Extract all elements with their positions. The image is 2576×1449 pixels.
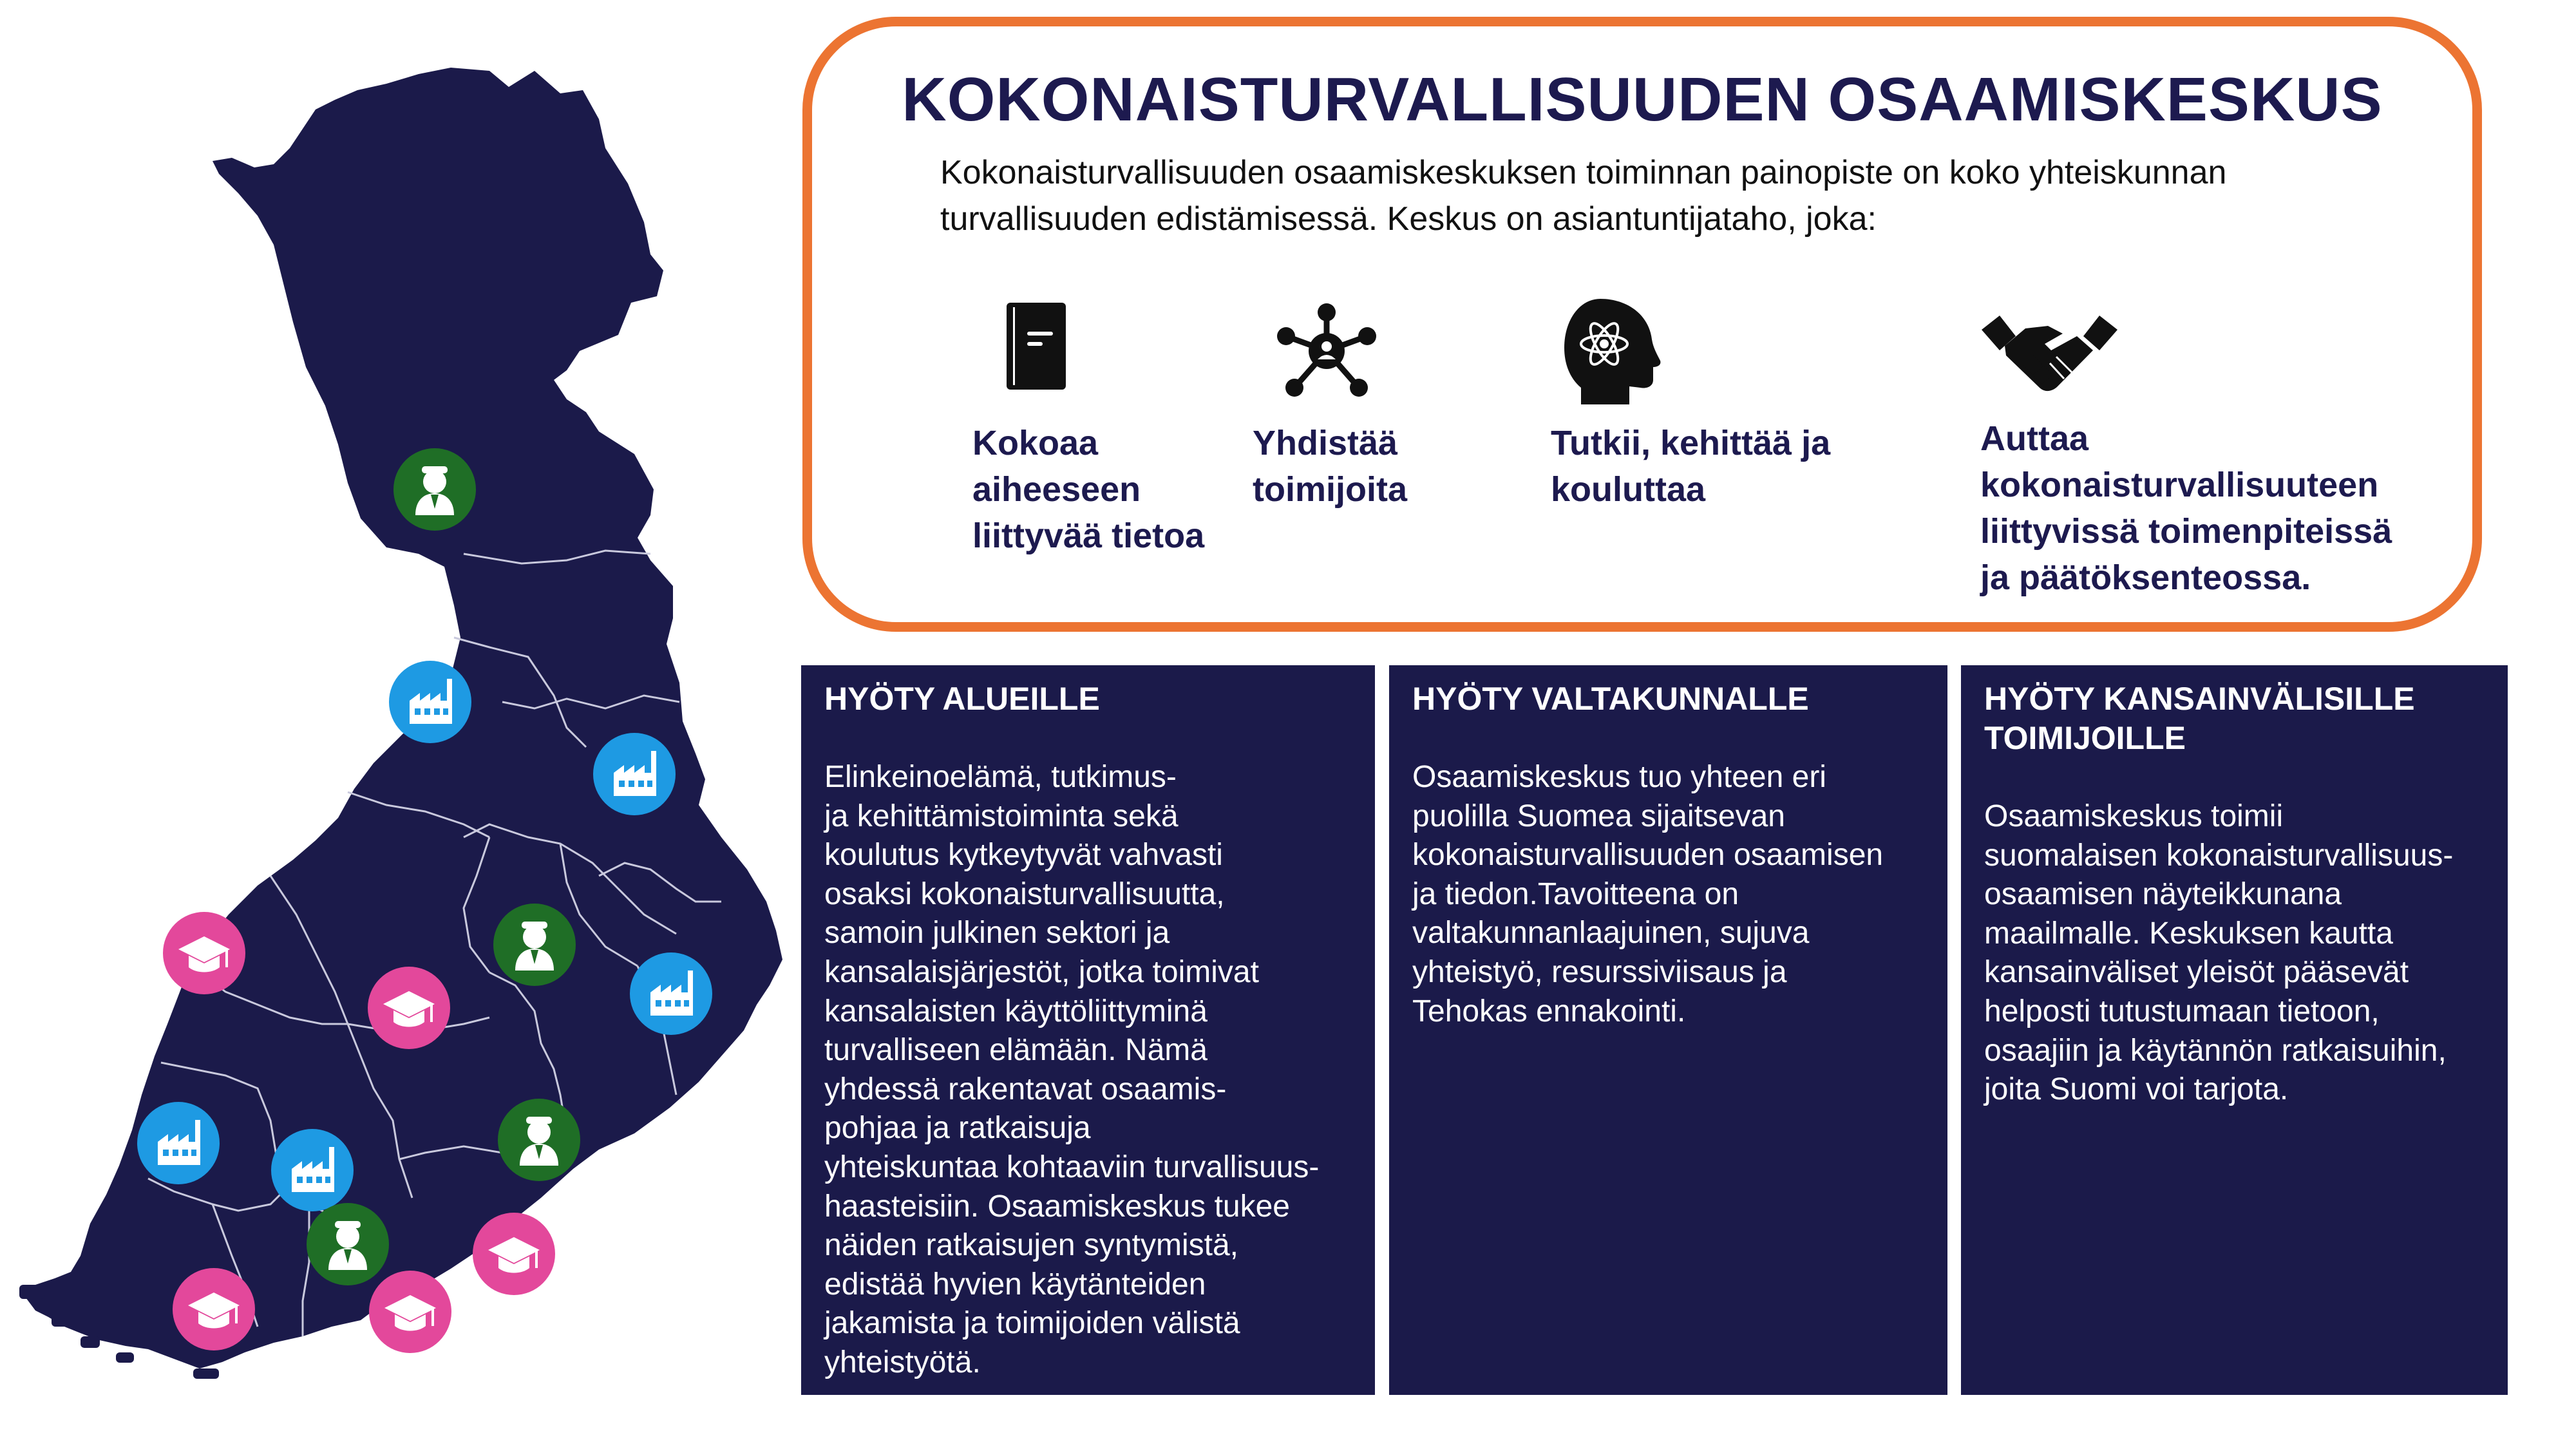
feature-label-line: Yhdistää: [1253, 424, 1398, 462]
feature-label-collects: [972, 420, 1204, 559]
panel-body-line: kansalaisjärjestöt, jotka toimivat: [824, 954, 1259, 989]
feature-label-connects: [1253, 420, 1407, 513]
panel-body-line: yhteiskuntaa kohtaaviin turvallisuus-: [824, 1150, 1320, 1184]
feature-label-line: Auttaa: [1980, 419, 2089, 458]
page-title: KOKONAISTURVALLISUUDEN OSAAMISKESKUS: [902, 65, 2383, 134]
feature-label-line: liittyvää tietoa: [972, 516, 1205, 555]
panel-body-line: edistää hyvien käytänteiden: [824, 1267, 1206, 1302]
panel-body-line: yhteistyötä.: [824, 1345, 981, 1379]
feature-label-line: Kokoaa: [972, 424, 1099, 462]
industry-marker: [389, 661, 471, 743]
education-marker: [473, 1213, 555, 1295]
panel-title-line: HYÖTY VALTAKUNNALLE: [1412, 681, 1809, 717]
education-marker: [368, 967, 450, 1049]
feature-label-line: kokonaisturvallisuuteen: [1980, 466, 2379, 504]
person-marker: [493, 904, 576, 986]
benefit-panel-international: [1961, 665, 2508, 1395]
panel-title-line: HYÖTY KANSAINVÄLISILLE: [1984, 681, 2415, 717]
panel-title: [824, 679, 1352, 719]
book-icon: [1001, 299, 1072, 393]
person-marker: [498, 1099, 580, 1181]
panel-body-line: samoin julkinen sektori ja: [824, 916, 1170, 951]
benefit-panel-nation: [1389, 665, 1947, 1395]
panel-body-line: koulutus kytkeytyvät vahvasti: [824, 838, 1223, 873]
education-marker: [369, 1271, 451, 1353]
industry-marker: [137, 1102, 220, 1184]
education-marker: [163, 912, 245, 994]
panel-body-line: näiden ratkaisujen syntymistä,: [824, 1228, 1238, 1263]
panel-body-line: Tehokas ennakointi.: [1412, 994, 1686, 1028]
panel-body-line: puolilla Suomea sijaitsevan: [1412, 799, 1785, 833]
panel-body-line: joita Suomi voi tarjota.: [1984, 1072, 2289, 1107]
handshake-icon: [1980, 310, 2119, 397]
industry-marker: [630, 952, 712, 1035]
panel-body-line: ja tiedon.Tavoitteena on: [1412, 876, 1739, 911]
panel-body-line: kansalaisten käyttöliittyminä: [824, 994, 1208, 1028]
panel-body-line: Osaamiskeskus toimii: [1984, 799, 2284, 833]
finland-map: [0, 0, 805, 1449]
panel-title: [1412, 679, 1924, 719]
panel-title-line: HYÖTY ALUEILLE: [824, 681, 1100, 717]
panel-body-line: osaamisen näyteikkunana: [1984, 877, 2342, 912]
feature-label-line: ja päätöksenteossa.: [1980, 558, 2311, 597]
panel-body-line: osaksi kokonaisturvallisuutta,: [824, 876, 1225, 911]
panel-body-line: suomalaisen kokonaisturvallisuus-: [1984, 838, 2454, 873]
feature-label-line: aiheeseen: [972, 470, 1141, 509]
feature-label-line: kouluttaa: [1551, 470, 1706, 509]
panel-body: [1984, 797, 2485, 1110]
panel-body-line: yhteistyö, resurssiviisaus ja: [1412, 954, 1787, 989]
feature-label-line: toimijoita: [1253, 470, 1407, 509]
feature-label-line: liittyvissä toimenpiteissä: [1980, 512, 2392, 551]
panel-title-line: TOIMIJOILLE: [1984, 720, 2186, 756]
panel-body-line: kokonaisturvallisuuden osaamisen: [1412, 838, 1884, 873]
panel-body-line: osaajiin ja käytännön ratkaisuihin,: [1984, 1033, 2447, 1068]
intro-text: [940, 149, 2434, 242]
person-marker: [307, 1203, 389, 1285]
panel-body: [1412, 758, 1924, 1031]
panel-body-line: jakamista ja toimijoiden välistä: [824, 1306, 1240, 1341]
panel-body-line: turvalliseen elämään. Nämä: [824, 1033, 1208, 1068]
panel-body-line: Osaamiskeskus tuo yhteen eri: [1412, 760, 1826, 794]
feature-label-line: Tutkii, kehittää ja: [1551, 424, 1831, 462]
panel-body-line: ja kehittämistoiminta sekä: [824, 799, 1179, 833]
panel-body: [824, 758, 1352, 1383]
education-marker: [173, 1268, 255, 1350]
panel-body-line: helposti tutustumaan tietoon,: [1984, 994, 2380, 1028]
feature-label-researches: [1551, 420, 1830, 513]
panel-body-line: kansainväliset yleisöt pääsevät: [1984, 955, 2409, 990]
panel-body-line: haasteisiin. Osaamiskeskus tukee: [824, 1189, 1290, 1224]
panel-body-line: maailmalle. Keskuksen kautta: [1984, 916, 2393, 951]
feature-label-helps: [1980, 415, 2392, 601]
network-icon: [1272, 303, 1381, 399]
intro-line: turvallisuuden edistämisessä. Keskus on asiantuntijataho, joka:: [940, 200, 1877, 238]
industry-marker: [271, 1129, 354, 1211]
head-atom-icon: [1562, 298, 1662, 406]
panel-body-line: yhdessä rakentavat osaamis-: [824, 1072, 1227, 1106]
intro-line: Kokonaisturvallisuuden osaamiskeskuksen toiminnan painopiste on koko yhteiskunnan: [940, 154, 2227, 191]
panel-body-line: Elinkeinoelämä, tutkimus-: [824, 760, 1177, 794]
industry-marker: [593, 733, 676, 815]
person-marker: [393, 448, 476, 531]
panel-title: [1984, 679, 2485, 758]
panel-body-line: valtakunnanlaajuinen, sujuva: [1412, 916, 1810, 951]
benefit-panel-regions: [801, 665, 1375, 1395]
panel-body-line: pohjaa ja ratkaisuja: [824, 1111, 1091, 1146]
